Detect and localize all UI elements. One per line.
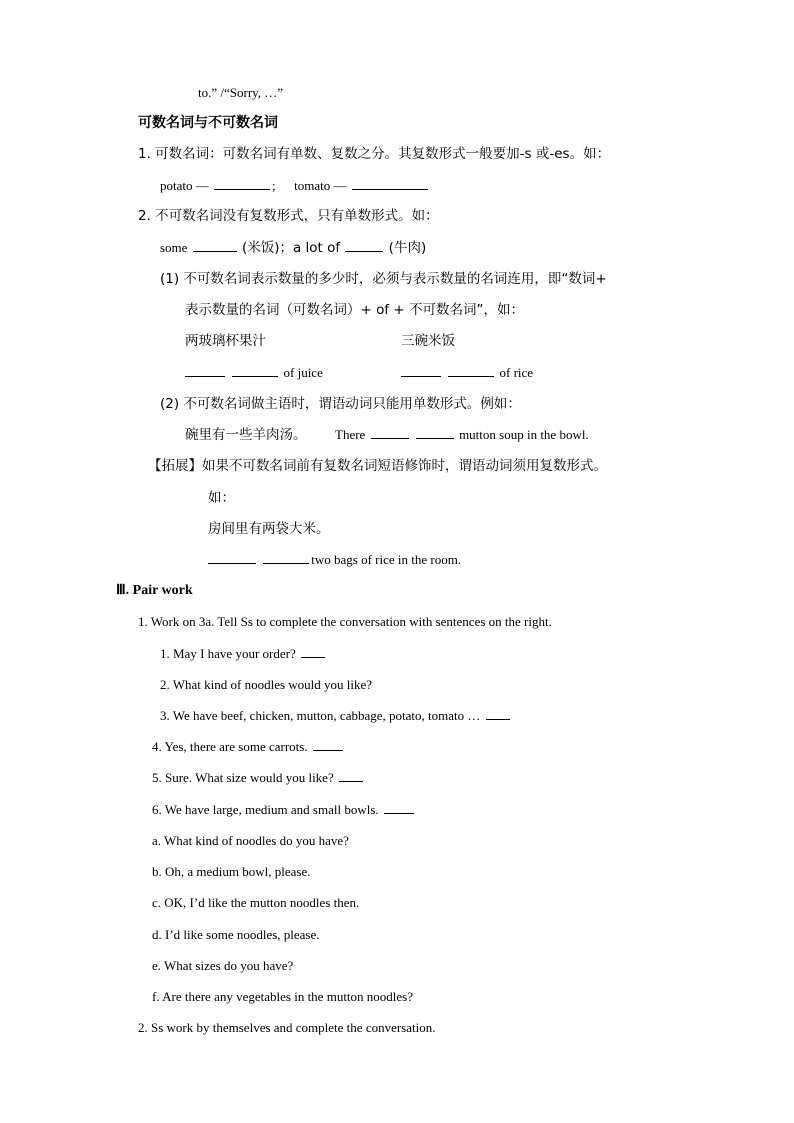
soup-cn: 碗里有一些羊肉汤。 (185, 427, 307, 443)
of-rice: of rice (499, 365, 534, 380)
rule-subject-verb: (2) 不可数名词做主语时，谓语动词只能用单数形式。例如： (160, 396, 521, 412)
option-a: a. What kind of noodles do you have? (152, 833, 349, 848)
exercise-plural-line (160, 177, 430, 195)
soup-example-line (185, 426, 589, 444)
option-f: f. Are there any vegetables in the mutton noodles? (152, 989, 414, 1004)
blank-answer-1[interactable] (301, 645, 325, 658)
potato-label: potato — (160, 178, 209, 193)
dialogue-line-5: 5. Sure. What size would you like? (152, 769, 365, 787)
blank-answer-5[interactable] (339, 769, 363, 782)
dialogue-line-1: 1. May I have your order? (160, 645, 327, 663)
section-heading-countable-nouns: 可数名词与不可数名词 (138, 115, 278, 131)
blank-rice-bags-2[interactable] (263, 551, 309, 564)
rule-countable: 1. 可数名词：可数名词有单数、复数之分。其复数形式一般要加-s 或-es。如： (138, 146, 611, 162)
extension-note: 【拓展】如果不可数名词前有复数名词短语修饰时，谓语动词须用复数形式。 (148, 458, 607, 474)
blank-rice-number[interactable] (401, 364, 441, 377)
blank-juice-measure[interactable] (232, 364, 278, 377)
rule-quantity-1: (1) 不可数名词表示数量的多少时，必须与表示数量的名词连用，即“数词+ (160, 271, 607, 287)
blank-answer-3[interactable] (486, 707, 510, 720)
juice-blank-line (185, 364, 323, 382)
dialogue-line-6: 6. We have large, medium and small bowls. (152, 801, 416, 819)
blank-answer-6[interactable] (384, 801, 414, 814)
option-d: d. I’d like some noodles, please. (152, 927, 320, 942)
task-instruction-1: 1. Work on 3a. Tell Ss to complete the conversation with sentences on the right. (138, 614, 552, 629)
blank-soup-2[interactable] (416, 426, 454, 439)
rice-blank-line (401, 364, 533, 382)
soup-en: mutton soup in the bowl. (459, 427, 589, 442)
blank-beef[interactable] (345, 239, 383, 252)
continued-text: to.” /“Sorry, …” (198, 85, 284, 100)
beef-hint: (牛肉) (388, 240, 427, 256)
example-juice-cn: 两玻璃杯果汁 (185, 333, 266, 349)
exercise-uncountable-line (160, 239, 426, 257)
extension-example-label: 如： (208, 490, 235, 506)
dialogue-line-3: 3. We have beef, chicken, mutton, cabbage, potato, tomato … (160, 707, 512, 725)
blank-juice-number[interactable] (185, 364, 225, 377)
extension-example-cn: 房间里有两袋大米。 (208, 521, 330, 537)
option-e: e. What sizes do you have? (152, 958, 294, 973)
example-rice-cn: 三碗米饭 (401, 333, 455, 349)
dialogue-line-2: 2. What kind of noodles would you like? (160, 677, 373, 692)
dialogue-line-4: 4. Yes, there are some carrots. (152, 738, 345, 756)
tomato-label: tomato — (294, 178, 347, 193)
blank-rice[interactable] (193, 239, 237, 252)
some-label: some (160, 240, 188, 255)
blank-tomato-plural[interactable] (352, 177, 428, 190)
of-juice: of juice (283, 365, 323, 380)
rule-quantity-2: 表示数量的名词（可数名词）+ of + 不可数名词”，如： (185, 302, 525, 318)
task-instruction-2: 2. Ss work by themselves and complete the conversation. (138, 1020, 436, 1035)
section-heading-pair-work: Ⅲ. Pair work (116, 583, 193, 598)
rice-bags-en: two bags of rice in the room. (311, 552, 462, 567)
rice-hint: (米饭)；a lot of (241, 240, 341, 256)
option-b: b. Oh, a medium bowl, please. (152, 864, 311, 879)
option-c: c. OK, I’d like the mutton noodles then. (152, 895, 360, 910)
blank-rice-measure[interactable] (448, 364, 494, 377)
blank-potato-plural[interactable] (214, 177, 270, 190)
extension-blank-line (208, 551, 461, 569)
there-label: There (335, 427, 366, 442)
blank-rice-bags-1[interactable] (208, 551, 256, 564)
blank-answer-4[interactable] (313, 738, 343, 751)
blank-soup-1[interactable] (371, 426, 409, 439)
semicolon: ; (272, 178, 276, 193)
rule-uncountable: 2. 不可数名词没有复数形式，只有单数形式。如： (138, 208, 439, 224)
